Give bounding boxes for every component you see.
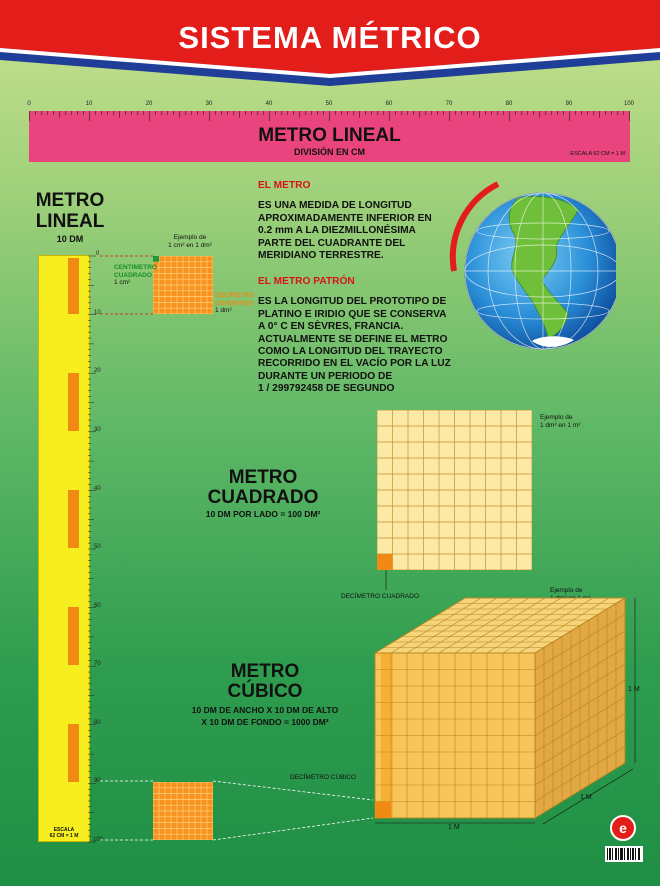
highlight-cell	[153, 256, 159, 262]
cm-example-label	[162, 234, 218, 249]
ruler-tick: 20	[145, 101, 153, 107]
patron-text-line: COMO LA LONGITUD DEL TRAYECTO	[258, 346, 443, 358]
metro-text-line: APROXIMADAMENTE INFERIOR EN	[258, 212, 432, 224]
patron-text-line: A 0° C EN SÈVRES, FRANCIA.	[258, 321, 404, 333]
cube-subtitle-line1: 10 DM DE ANCHO X 10 DM DE ALTO	[191, 705, 339, 715]
dm-label-line1: DECÍMETRO	[215, 292, 254, 299]
stick-tick: 50	[94, 544, 101, 550]
patron-text-line: ES LA LONGITUD DEL PROTOTIPO DE	[258, 296, 447, 308]
cube-heading	[200, 662, 330, 702]
stick-decimeter-grid	[153, 782, 213, 840]
stick-tick: 60	[94, 603, 101, 609]
stick-tick: 0	[96, 251, 100, 257]
square-title-line1: METRO	[228, 467, 298, 488]
stick-tick: 20	[94, 368, 101, 374]
metro-heading: EL METRO	[258, 180, 311, 191]
stick-tick: 30	[94, 427, 101, 433]
cm-label-line1: CENTIMETRO	[114, 264, 157, 271]
earth-globe-icon	[448, 176, 616, 360]
ruler-tick: 90	[565, 101, 573, 107]
square-dm-label: DECÍMETRO CUADRADO	[341, 593, 420, 600]
ruler-tick: 50	[325, 101, 333, 107]
stick-tick: 10	[94, 310, 101, 316]
cube-height-label: 1 M	[628, 686, 640, 693]
stick-scale-line2: 62 CM = 1 M	[49, 833, 79, 839]
ruler-tick: 100	[623, 101, 635, 107]
patron-text-line: ACTUALMENTE SE DEFINE EL METRO	[258, 333, 448, 345]
ruler-tick: 70	[445, 101, 453, 107]
patron-text-line: 1 / 299792458 DE SEGUNDO	[258, 383, 395, 395]
ruler-tick: 40	[265, 101, 273, 107]
ruler-subtitle: DIVISIÓN EN CM	[293, 147, 365, 157]
square-heading	[198, 468, 328, 508]
ruler-tick: 0	[27, 101, 31, 107]
square-subtitle: 10 DM POR LADO = 100 DM²	[205, 509, 321, 519]
stick-tick: 40	[94, 486, 101, 492]
square-example-line1: Ejemplo de	[540, 414, 573, 421]
square-example-line2: 1 dm² en 1 m²	[540, 421, 581, 429]
square-example-label	[540, 414, 580, 429]
patron-text-line: PLATINO E IRIDIO QUE SE CONSERVA	[258, 308, 447, 320]
stick-tick: 70	[94, 661, 101, 667]
metro-text-line: MERIDIANO TERRESTRE.	[258, 250, 384, 262]
square-meter-grid	[377, 410, 532, 570]
cube-title-line2: CÚBICO	[227, 681, 303, 702]
stick-tick: 80	[94, 720, 101, 726]
patron-heading: EL METRO PATRÓN	[258, 276, 355, 287]
metro-text-line: 0.2 mm A LA DIEZMILLONÉSIMA	[258, 225, 416, 237]
stick-tick: 100	[93, 837, 104, 843]
barcode-icon	[605, 846, 643, 862]
metro-text-line: ES UNA MEDIDA DE LONGITUD	[258, 200, 412, 212]
educatodo-logo-icon	[605, 808, 645, 848]
stick-tick: 90	[94, 778, 101, 784]
info-patron	[258, 276, 473, 396]
cube-example-line1: Ejemplo de	[550, 587, 583, 594]
ruler-title: METRO LINEAL	[258, 125, 401, 146]
cm-square-label	[114, 264, 157, 287]
ruler-tick: 80	[505, 101, 513, 107]
ruler-tick: 60	[385, 101, 393, 107]
cube-subtitle-line2: X 10 DM DE FONDO = 1000 DM³	[201, 717, 329, 727]
square-title-line2: CUADRADO	[207, 487, 319, 508]
cm-label-line2: CUADRADO	[114, 271, 152, 279]
highlight-cell	[377, 554, 393, 570]
patron-text-line: RECORRIDO EN EL VACÍO POR LA LUZ	[258, 358, 451, 370]
cube-title-line1: METRO	[230, 661, 300, 682]
cm-label-line3: 1 cm²	[114, 279, 131, 286]
linear-title-line1: METRO	[35, 190, 105, 211]
svg-text:e: e	[619, 820, 627, 836]
dm-square-label	[215, 292, 254, 315]
cube-highlight-cell	[375, 802, 391, 819]
cube-depth-label: 1 M	[580, 794, 592, 801]
patron-text-line: DURANTE UN PERIODO DE	[258, 370, 393, 382]
cm-example-line2: 1 cm² en 1 dm²	[168, 241, 212, 249]
cube-dm-label: DECÍMETRO CÚBICO	[290, 774, 357, 781]
cube-subtitle	[150, 704, 380, 728]
linear-subtitle: 10 DM	[56, 234, 84, 244]
cube-width-label: 1 M	[448, 824, 460, 831]
linear-title-line2: LINEAL	[35, 211, 105, 232]
stick-scale-line1: ESCALA	[53, 827, 75, 833]
square-decimeter-grid	[153, 256, 213, 314]
ruler-scale: ESCALA 62 CM = 1 M	[570, 151, 625, 157]
ruler-tick: 10	[85, 101, 93, 107]
dm-label-line2: CUADRADO	[215, 299, 253, 307]
cubic-meter-cube	[370, 590, 640, 830]
ruler-tick: 30	[205, 101, 213, 107]
page-title: SISTEMA MÉTRICO	[178, 20, 482, 55]
dm-label-line3: 1 dm²	[215, 307, 232, 314]
metro-text-line: PARTE DEL CUADRANTE DEL	[258, 237, 406, 249]
info-metro	[258, 180, 468, 262]
cm-example-line1: Ejemplo de	[173, 234, 207, 241]
